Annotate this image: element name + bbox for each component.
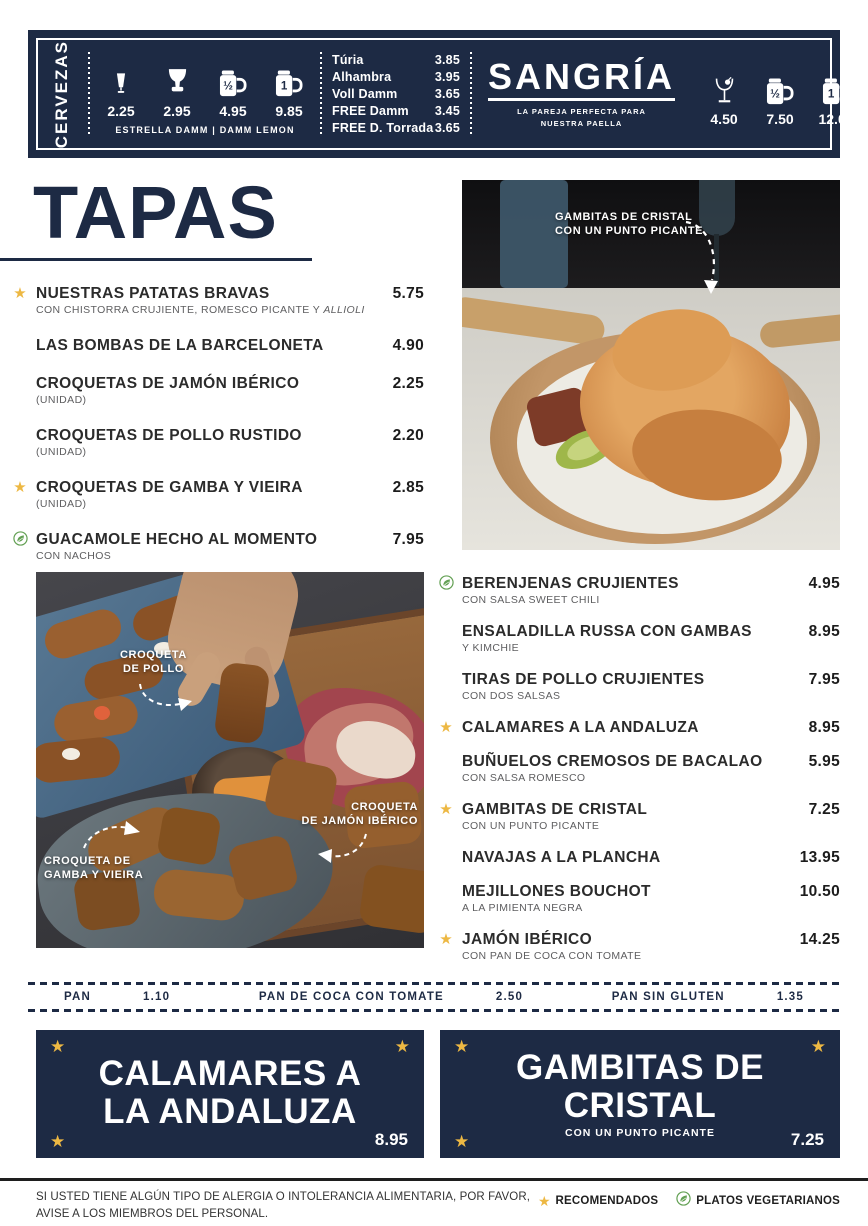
menu-item-row bbox=[462, 574, 840, 593]
menu-item-description: (UNIDAD) bbox=[36, 498, 87, 510]
menu-item-price: 7.95 bbox=[392, 531, 424, 548]
bread-entry bbox=[612, 991, 804, 1003]
menu-item-description: CON PAN DE COCA CON TOMATE bbox=[462, 950, 642, 962]
allergy-notice: SI USTED TIENE ALGÚN TIPO DE ALERGIA O INTOLERANCIA ALIMENTARIA, POR FAVOR, AVISE A LOS MIEMBROS DEL PERSONAL. bbox=[36, 1191, 531, 1220]
bread-price: 1.35 bbox=[776, 991, 804, 1003]
menu-item bbox=[462, 622, 840, 655]
sangria-glass-icon bbox=[713, 61, 736, 105]
menu-item-row bbox=[462, 930, 840, 949]
dashed-arrow-icon bbox=[680, 214, 730, 298]
menu-item-name: CALAMARES A LA ANDALUZA bbox=[462, 719, 699, 736]
drink-glass-price: 2.25 bbox=[107, 103, 135, 119]
dashed-line bbox=[28, 1009, 840, 1012]
star-icon: ★ bbox=[439, 931, 453, 948]
menu-item-description: CON NACHOS bbox=[36, 550, 112, 562]
one-litre-pitcher-icon bbox=[275, 53, 303, 97]
beer-name: Túria bbox=[332, 53, 364, 67]
drink-glass-price: 9.85 bbox=[275, 103, 303, 119]
svg-text:1: 1 bbox=[280, 79, 288, 93]
beer-brands-label: ESTRELLA DAMM | DAMM LEMON bbox=[115, 125, 295, 135]
croqueta bbox=[156, 805, 222, 866]
menu-item-price: 14.25 bbox=[799, 931, 840, 948]
menu-item bbox=[36, 426, 424, 459]
beer-row bbox=[332, 104, 460, 118]
sauce-dot bbox=[94, 706, 110, 720]
beer-name: FREE D. Torrada bbox=[332, 121, 434, 135]
menu-item bbox=[462, 574, 840, 607]
drink-glass-price: 4.50 bbox=[710, 111, 738, 127]
beer-price-list bbox=[332, 53, 460, 135]
star-icon: ★ bbox=[439, 719, 453, 736]
croquetas-photo bbox=[36, 572, 424, 948]
menu-item-description: CON SALSA SWEET CHILI bbox=[462, 594, 600, 606]
page-title: TAPAS bbox=[33, 171, 278, 254]
legend-vegetarian: PLATOS VEGETARIANOS bbox=[676, 1191, 840, 1211]
menu-item-price: 2.85 bbox=[392, 479, 424, 496]
legend-recommended: ★ RECOMENDADOS bbox=[537, 1193, 659, 1209]
star-icon: ★ bbox=[50, 1132, 66, 1151]
drink-glass-item bbox=[268, 53, 310, 119]
menu-item bbox=[462, 882, 840, 915]
menu-item-row bbox=[36, 426, 424, 445]
menu-column-right bbox=[439, 574, 840, 963]
beer-glasses-block bbox=[100, 53, 310, 135]
held-croqueta bbox=[213, 661, 270, 744]
menu-item bbox=[462, 670, 840, 703]
menu-item-name: LAS BOMBAS DE LA BARCELONETA bbox=[36, 337, 324, 354]
menu-item-row bbox=[462, 882, 840, 901]
menu-item-price: 2.20 bbox=[392, 427, 424, 444]
menu-item-name: CROQUETAS DE POLLO RUSTIDO bbox=[36, 427, 302, 444]
menu-item-name: MEJILLONES BOUCHOT bbox=[462, 883, 651, 900]
beer-name: Alhambra bbox=[332, 70, 392, 84]
menu-item bbox=[36, 530, 424, 563]
menu-column-left bbox=[13, 284, 424, 563]
menu-item-name: CROQUETAS DE JAMÓN IBÉRICO bbox=[36, 375, 300, 392]
promo-card-title: CALAMARES A LA ANDALUZA bbox=[98, 1054, 362, 1131]
menu-item-row bbox=[462, 622, 840, 641]
beer-name: Voll Damm bbox=[332, 87, 398, 101]
menu-item bbox=[13, 478, 424, 511]
star-icon: ★ bbox=[13, 479, 27, 496]
leaf-icon bbox=[676, 1191, 691, 1211]
menu-item-description: CON SALSA ROMESCO bbox=[462, 772, 586, 784]
drink-glass-item bbox=[703, 61, 745, 127]
drink-glass-item bbox=[759, 61, 801, 127]
beer-row bbox=[332, 70, 460, 84]
bread-name: PAN DE COCA CON TOMATE bbox=[258, 991, 444, 1003]
menu-item-description: CON CHISTORRA CRUJIENTE, ROMESCO PICANTE Y ALLIOLI bbox=[36, 304, 365, 316]
star-icon: ★ bbox=[454, 1132, 470, 1151]
one-litre-pitcher-icon bbox=[822, 61, 850, 105]
menu-item bbox=[439, 718, 840, 737]
dashed-arrow-icon bbox=[76, 814, 146, 854]
bread-price: 1.10 bbox=[143, 991, 171, 1003]
bread-name: PAN bbox=[64, 991, 92, 1003]
drink-glass-price: 2.95 bbox=[163, 103, 191, 119]
menu-item bbox=[462, 752, 840, 785]
dashed-arrow-icon bbox=[314, 830, 374, 870]
half-pitcher-icon bbox=[219, 53, 247, 97]
svg-text:1: 1 bbox=[827, 87, 835, 101]
croqueta-jamon-label: CROQUETA DE JAMÓN IBÉRICO bbox=[301, 801, 418, 828]
bread-entry bbox=[64, 991, 170, 1003]
drink-glass-item bbox=[212, 53, 254, 119]
menu-item-price: 7.95 bbox=[808, 671, 840, 688]
drinks-header-bar bbox=[28, 30, 854, 158]
beer-price: 3.65 bbox=[434, 121, 460, 135]
drink-glass-item bbox=[100, 53, 142, 119]
menu-item-description: CON UN PUNTO PICANTE bbox=[462, 820, 600, 832]
menu-item-name: TIRAS DE POLLO CRUJIENTES bbox=[462, 671, 705, 688]
star-icon: ★ bbox=[50, 1037, 66, 1056]
drink-glass-price: 7.50 bbox=[766, 111, 794, 127]
drink-glass-item bbox=[815, 61, 857, 127]
menu-item-name: BERENJENAS CRUJIENTES bbox=[462, 575, 679, 592]
dotted-divider bbox=[320, 52, 322, 136]
star-icon: ★ bbox=[537, 1193, 551, 1209]
menu-item-price: 8.95 bbox=[808, 719, 840, 736]
menu-item-price: 4.90 bbox=[392, 337, 424, 354]
menu-item-name: NAVAJAS A LA PLANCHA bbox=[462, 849, 661, 866]
beer-price: 3.65 bbox=[434, 87, 460, 101]
beer-row bbox=[332, 87, 460, 101]
menu-item-price: 4.95 bbox=[808, 575, 840, 592]
dotted-divider bbox=[88, 52, 90, 136]
sangria-subtitle: LA PAREJA PERFECTA PARA NUESTRA PAELLA bbox=[517, 106, 646, 128]
dashed-arrow-icon bbox=[132, 680, 196, 716]
promo-card-body bbox=[440, 1030, 840, 1158]
small-beer-glass-icon bbox=[112, 53, 130, 97]
beer-row bbox=[332, 121, 460, 135]
bread-name: PAN SIN GLUTEN bbox=[611, 991, 725, 1003]
menu-item bbox=[13, 284, 424, 317]
menu-item-name: JAMÓN IBÉRICO bbox=[462, 931, 593, 948]
allioli-dollop bbox=[62, 748, 80, 760]
menu-item-description: Y KIMCHIE bbox=[462, 642, 520, 654]
menu-item bbox=[36, 374, 424, 407]
bread-price-bar bbox=[28, 982, 840, 1012]
sangria-block bbox=[488, 55, 676, 129]
menu-item-description: (UNIDAD) bbox=[36, 446, 87, 458]
gambitas-photo-label: GAMBITAS DE CRISTAL CON UN PUNTO PICANTE bbox=[555, 211, 704, 238]
star-icon: ★ bbox=[439, 801, 453, 818]
svg-text:½: ½ bbox=[223, 79, 233, 93]
dotted-divider bbox=[470, 52, 472, 136]
menu-item-row bbox=[462, 752, 840, 771]
promo-card-price: 8.95 bbox=[374, 1130, 408, 1149]
menu-item-price: 5.75 bbox=[392, 285, 424, 302]
menu-item-price: 5.95 bbox=[808, 753, 840, 770]
menu-item-name: BUÑUELOS CREMOSOS DE BACALAO bbox=[462, 753, 763, 770]
promo-card-subtitle: CON UN PUNTO PICANTE bbox=[565, 1126, 715, 1139]
drinks-header-frame bbox=[36, 38, 854, 150]
cervezas-section-label: CERVEZAS bbox=[52, 39, 71, 149]
menu-item bbox=[439, 930, 840, 963]
star-icon: ★ bbox=[13, 285, 27, 302]
star-icon: ★ bbox=[394, 1037, 410, 1056]
menu-item bbox=[462, 848, 840, 867]
menu-item-price: 13.95 bbox=[799, 849, 840, 866]
menu-item bbox=[36, 336, 424, 355]
beer-name: FREE Damm bbox=[332, 104, 409, 118]
menu-item-row bbox=[36, 530, 424, 549]
menu-item-row bbox=[462, 718, 840, 737]
drink-glass-price: 12.00 bbox=[818, 111, 854, 127]
menu-item-name: GUACAMOLE HECHO AL MOMENTO bbox=[36, 531, 318, 548]
promo-card-gambitas bbox=[440, 1030, 840, 1158]
half-pitcher-icon bbox=[766, 61, 794, 105]
croqueta-pollo-label: CROQUETA DE POLLO bbox=[120, 649, 187, 676]
footer-divider bbox=[0, 1178, 868, 1181]
beer-price: 3.95 bbox=[434, 70, 460, 84]
svg-text:½: ½ bbox=[770, 87, 780, 101]
bread-price: 2.50 bbox=[495, 991, 524, 1003]
gambitas-photo bbox=[462, 180, 840, 550]
menu-item-description: A LA PIMIENTA NEGRA bbox=[462, 902, 583, 914]
legend bbox=[538, 1191, 840, 1211]
promo-card-title: GAMBITAS DE CRISTAL bbox=[516, 1048, 764, 1125]
tulip-beer-glass-icon bbox=[166, 53, 189, 97]
menu-item-name: GAMBITAS DE CRISTAL bbox=[462, 801, 648, 818]
menu-item-name: CROQUETAS DE GAMBA Y VIEIRA bbox=[36, 479, 303, 496]
menu-item-row bbox=[36, 478, 424, 497]
promo-card-calamares bbox=[36, 1030, 424, 1158]
menu-item-price: 2.25 bbox=[392, 375, 424, 392]
menu-item-price: 8.95 bbox=[808, 623, 840, 640]
leaf-icon bbox=[11, 531, 29, 551]
menu-item-row bbox=[36, 284, 424, 303]
croqueta-gamba-label: CROQUETA DE GAMBA Y VIEIRA bbox=[44, 855, 144, 882]
beer-price: 3.85 bbox=[434, 53, 460, 67]
menu-item-description: CON DOS SALSAS bbox=[462, 690, 561, 702]
sangria-title: SANGRÍA bbox=[488, 59, 675, 101]
promo-card-body bbox=[36, 1030, 424, 1158]
drink-glass-item bbox=[156, 53, 198, 119]
menu-item-name: ENSALADILLA RUSSA CON GAMBAS bbox=[462, 623, 752, 640]
menu-item-row bbox=[462, 848, 840, 867]
menu-item-row bbox=[462, 800, 840, 819]
beer-row bbox=[332, 53, 460, 67]
menu-item bbox=[439, 800, 840, 833]
menu-item-row bbox=[36, 336, 424, 355]
promo-card-price: 7.25 bbox=[790, 1130, 824, 1149]
dashed-line bbox=[28, 982, 840, 985]
drink-glass-price: 4.95 bbox=[219, 103, 247, 119]
menu-item-description-italic: ALLIOLI bbox=[323, 304, 365, 316]
menu-item-row bbox=[36, 374, 424, 393]
beer-price: 3.45 bbox=[434, 104, 460, 118]
bread-entry bbox=[259, 991, 523, 1003]
menu-item-row bbox=[462, 670, 840, 689]
menu-item-description: (UNIDAD) bbox=[36, 394, 87, 406]
star-icon: ★ bbox=[454, 1037, 470, 1056]
leaf-icon bbox=[437, 575, 455, 595]
page-title-underline bbox=[0, 258, 312, 261]
croqueta bbox=[358, 863, 424, 935]
menu-item-price: 10.50 bbox=[799, 883, 840, 900]
star-icon: ★ bbox=[810, 1037, 826, 1056]
menu-item-price: 7.25 bbox=[808, 801, 840, 818]
menu-item-name: NUESTRAS PATATAS BRAVAS bbox=[36, 285, 270, 302]
